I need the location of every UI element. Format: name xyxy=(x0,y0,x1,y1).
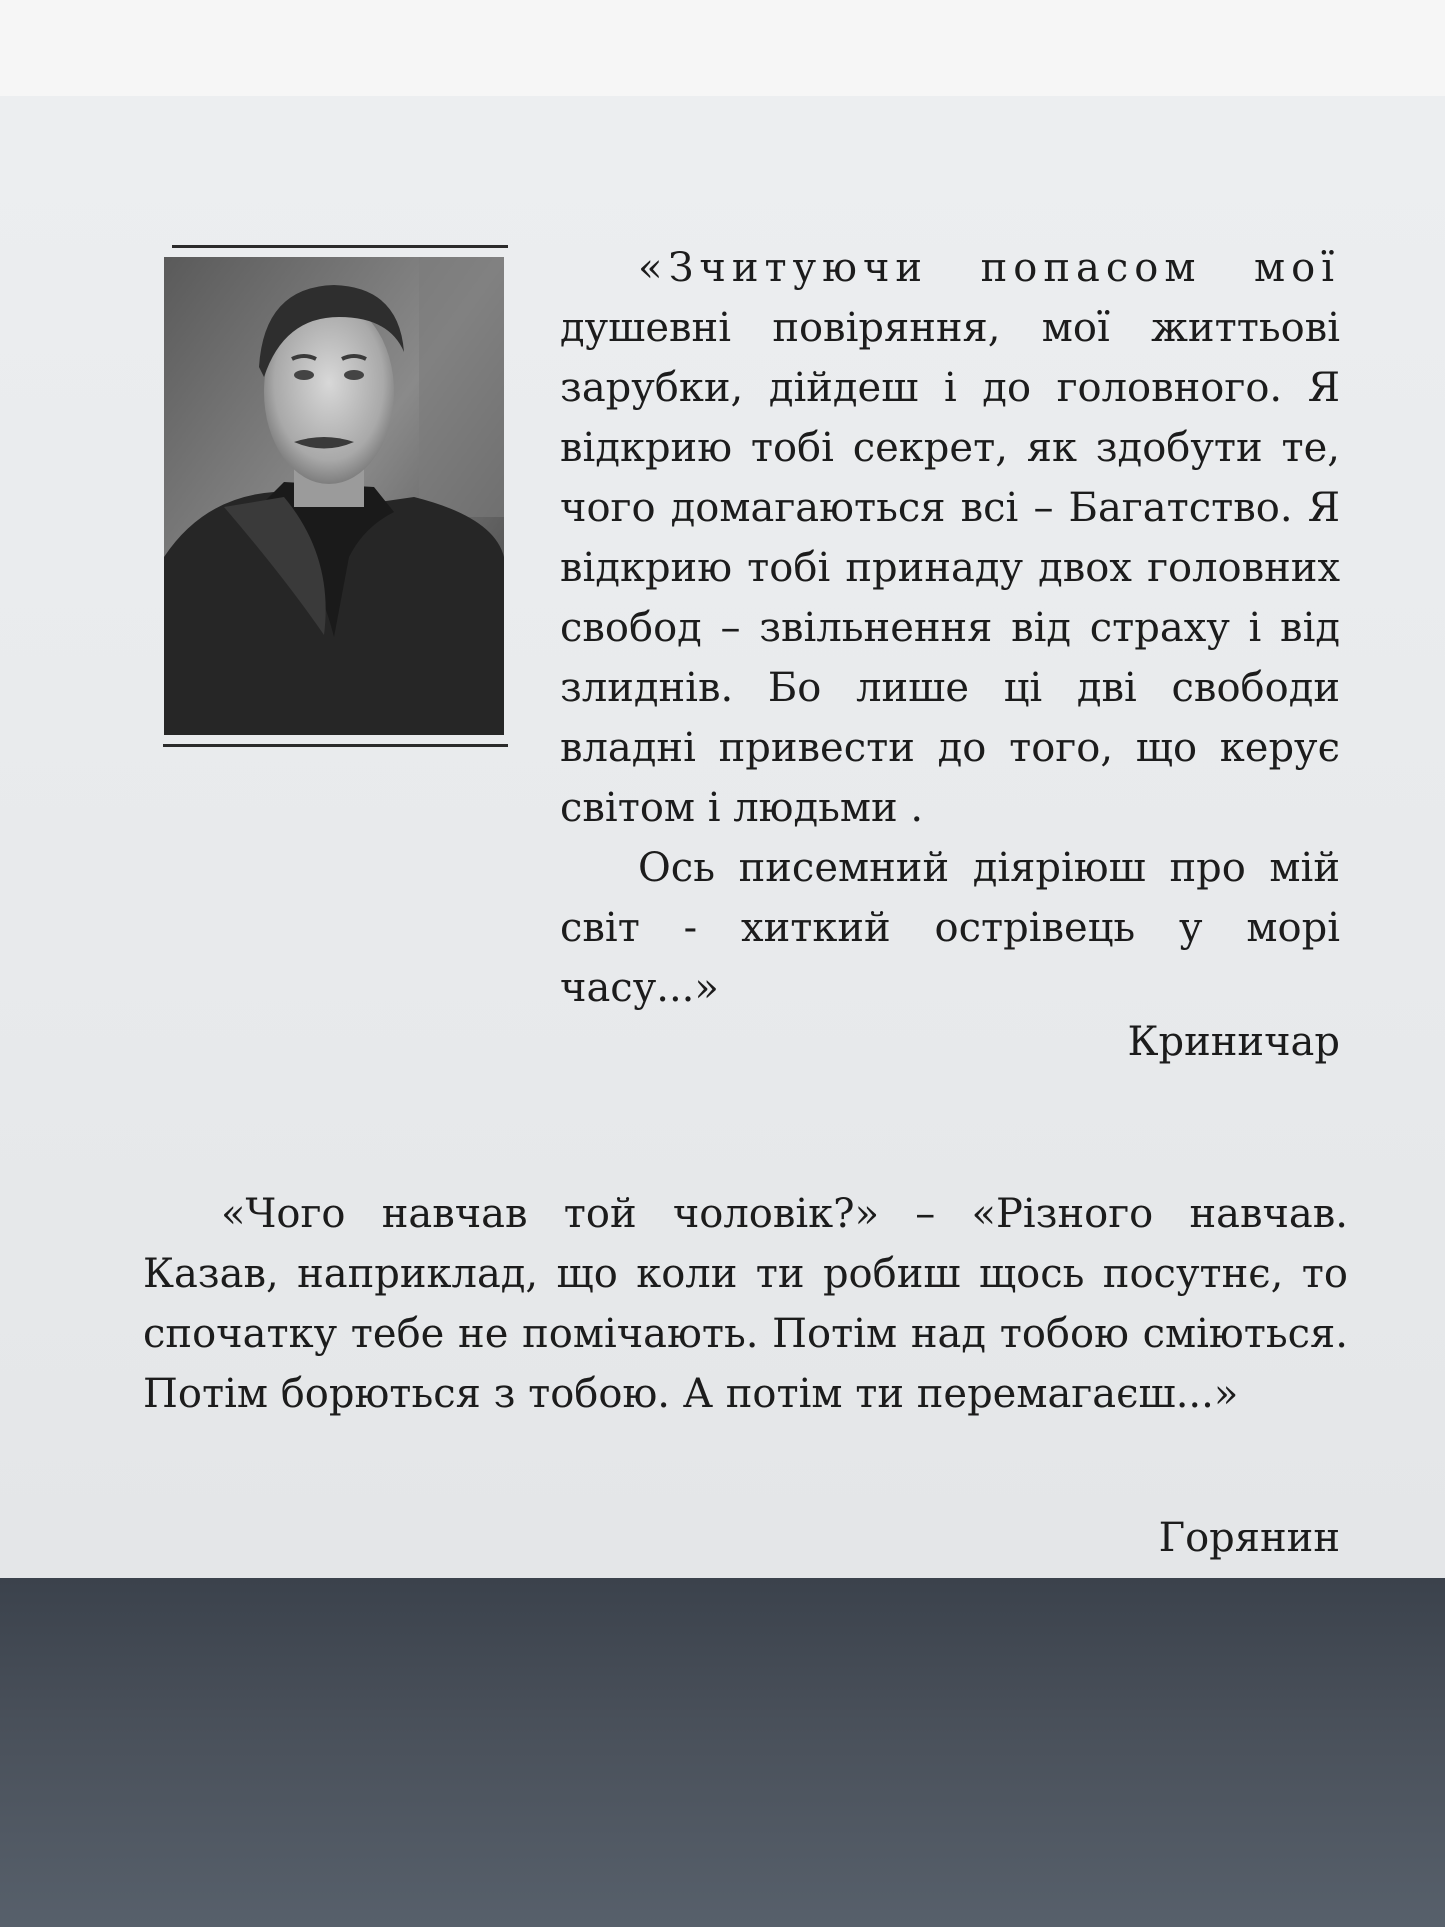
quote2-text: «Чого навчав той чоловік?» – «Різного навчав. Казав, наприклад, що коли ти робиш щось посутнє, то спочатку тебе не помічають. Потім над тобою сміються. Потім борються з тобою. А потім ти перемагаєш...» xyxy=(143,1191,1348,1417)
quote1-lead: «Зчитуючи попасом мої xyxy=(638,245,1340,291)
dark-surface xyxy=(0,1578,1445,1927)
quote1-text: душевні повіряння, мої життьові зарубки, дійдеш і до головного. Я відкрию тобі секрет, як здобути те, чого домагаються всі – Багатство. Я відкрию тобі принаду двох головних свобод – звільнення від страху і від злиднів. Бо лише ці дві свободи владні привести до того, що керує світом і людьми . xyxy=(560,305,1340,831)
background-top xyxy=(0,0,1445,100)
quote1-paragraph1 xyxy=(560,238,1340,838)
quote1-paragraph2: Ось писемний діяріюш про мій світ - хиткий острівець у морі часу...» xyxy=(560,845,1340,1011)
quote1-author: Криничар xyxy=(1127,1019,1340,1065)
quote-criniчar xyxy=(560,238,1340,1018)
quote2-author: Горянин xyxy=(1158,1515,1340,1561)
frame-rule-bottom xyxy=(163,744,508,747)
quote-horianyn xyxy=(143,1184,1348,1424)
portrait-frame xyxy=(160,245,508,750)
frame-rule-top xyxy=(172,245,508,248)
portrait-photo xyxy=(164,257,504,735)
